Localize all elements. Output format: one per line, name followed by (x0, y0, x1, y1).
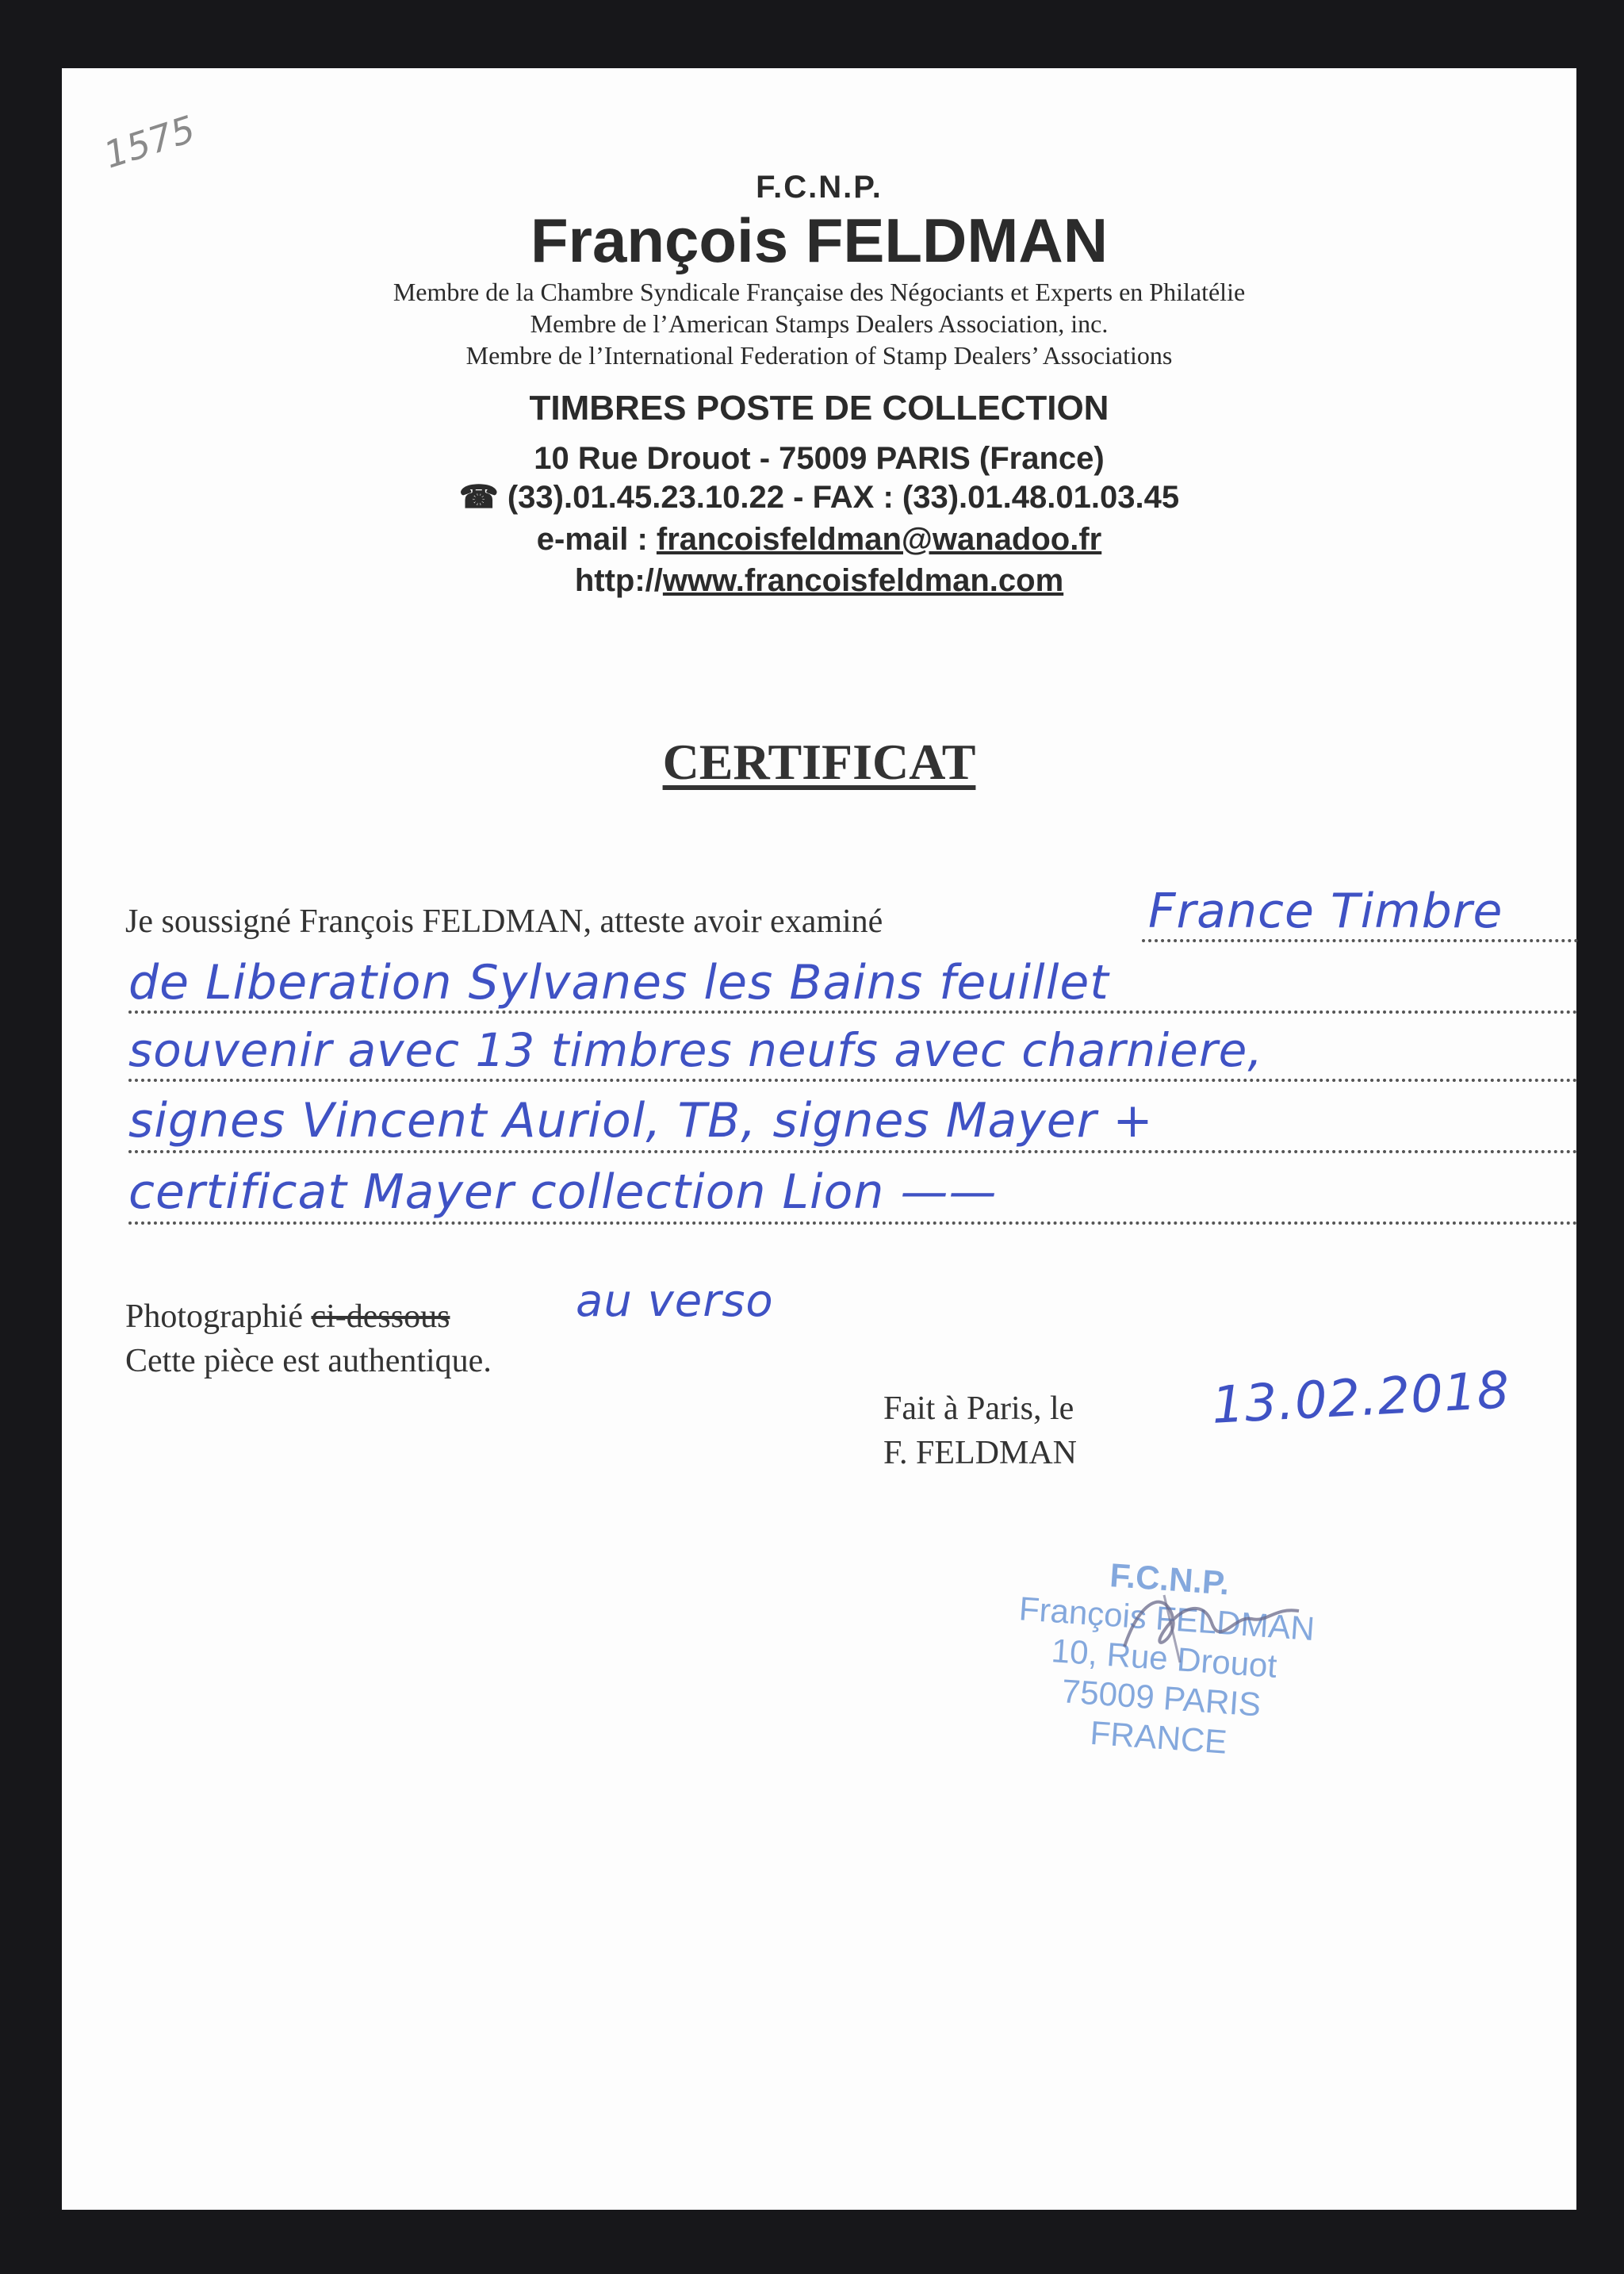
header-business: TIMBRES POSTE DE COLLECTION (529, 389, 1109, 428)
phone-fax-text: (33).01.45.23.10.22 - FAX : (33).01.48.01.03.45 (507, 480, 1180, 515)
handwritten-line-3: souvenir avec 13 timbres neufs avec charniere, (128, 1023, 1263, 1077)
signatory-text: F. FELDMAN (883, 1435, 1078, 1471)
handwritten-line-1: France Timbre (1148, 884, 1503, 939)
dotted-line (128, 1150, 1578, 1153)
membership-line: Membre de l’American Stamps Dealers Association, inc. (530, 309, 1109, 338)
place-text: Fait à Paris, le (883, 1390, 1074, 1427)
date-handwritten: 13.02.2018 (1210, 1361, 1512, 1436)
website-link[interactable]: www.francoisfeldman.com (662, 563, 1064, 598)
handwritten-line-2: de Liberation Sylvanes les Bains feuillet (128, 955, 1109, 1010)
email-link[interactable]: francoisfeldman@wanadoo.fr (656, 522, 1102, 557)
handwritten-line-4: signes Vincent Auriol, TB, signes Mayer + (128, 1093, 1154, 1149)
dotted-line (128, 1010, 1578, 1014)
header-phone-fax (62, 479, 1576, 516)
handwritten-line-5: certificat Mayer collection Lion —— (128, 1164, 998, 1220)
photo-struck-text: ci-dessous (311, 1298, 450, 1335)
authentic-text: Cette pièce est authentique. (125, 1343, 492, 1379)
membership-line: Membre de la Chambre Syndicale Française des Négociants et Experts en Philatélie (393, 278, 1246, 306)
photo-handwritten: au verso (576, 1275, 774, 1327)
stamp-line: FRANCE (1089, 1713, 1228, 1761)
dotted-line (128, 1221, 1578, 1225)
header-name: François FELDMAN (530, 205, 1109, 275)
header-memberships (62, 276, 1576, 371)
certificate-page (62, 68, 1576, 2210)
header-address: 10 Rue Drouot - 75009 PARIS (France) (534, 441, 1105, 476)
header-website (62, 563, 1576, 599)
web-prefix: http:// (574, 563, 663, 598)
header-email (62, 522, 1576, 558)
intro-text: Je soussigné François FELDMAN, atteste avoir examiné (125, 903, 883, 940)
photo-prefix: Photographié (125, 1298, 312, 1335)
dotted-line (1142, 939, 1578, 942)
membership-line: Membre de l’International Federation of Stamp Dealers’ Associations (465, 341, 1173, 370)
stamp-line: F.C.N.P. (1109, 1556, 1231, 1602)
phone-icon: ☎ (458, 480, 499, 515)
signature-scribble (1116, 1583, 1323, 1670)
email-label: e-mail : (536, 522, 657, 557)
header-org: F.C.N.P. (756, 170, 883, 205)
stamp-line: 10, Rue Drouot (1050, 1632, 1278, 1685)
photo-line (125, 1298, 450, 1336)
stamp-line: François FELDMAN (1017, 1589, 1316, 1648)
stamp-line: 75009 PARIS (1060, 1672, 1262, 1724)
certificate-title: CERTIFICAT (662, 734, 976, 790)
dotted-line (128, 1079, 1578, 1082)
pencil-note: 1575 (98, 107, 201, 177)
